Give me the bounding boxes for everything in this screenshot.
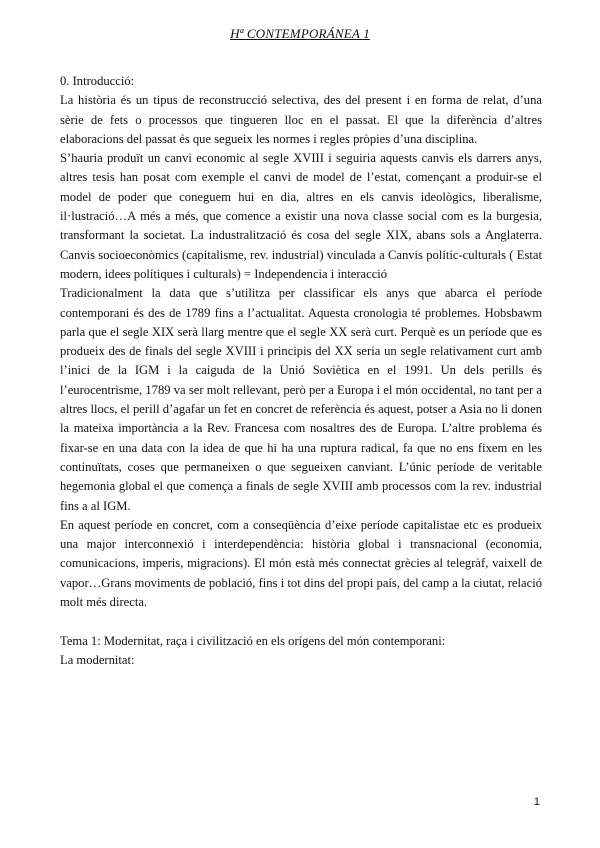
document-body (60, 72, 542, 670)
paragraph-chronology: Tradicionalment la data que s’utilitza per classificar els anys que abarca el període contemporani és des de 1789 fins a l’actualitat. Aquesta cronologia té problemes. Hobsbawm parla que el segle XIX serà llarg mentre que el segle XX serà curt. Perquè es un període que es produeix des de finals del segle XVIII i principis del XX seria un segle relativament curt amb l’inici de la IGM i la caiguda de la Unió Soviètica en el 1991. Un dels perills és l’eurocentrisme, 1789 va ser molt rellevant, però per a Europa i el món occidental, no tant per a altres llocs, el perill d’agafar un fet en concret de referència és aquest, potser a Asia no li donen la mateixa importància a la Rev. Francesa com nosaltres des de Europa. L’altre problema és fixar-se en una data con la idea de que hi ha una ruptura radical, fa que no ens fixem en les continuïtats, coses que permaneixen o que segueixen canviant. L’únic període de veritable hegemonia global el que comença a finals de segle XVIII amb processos com la rev. industrial fins a al IGM. (60, 286, 542, 513)
paragraph-economic-change: S’hauria produït un canvi economic al segle XVIII i seguiria aquests canvis els darrers anys, altres tesis han posat com exemple el canvi de model de l’estat, començant a produir-se el model de poder que coneguem hui en dia, altres en els canvis ideològics, liberalisme, il·lustració…A més a més, que comence a existir una nova classe social com es la burgesia, transformant la societat. La industralització és cosa del segle XIX, abans sols a Anglaterra. Canvis socioeconòmics (capitalisme, rev. industrial) vinculada a Canvis polític-culturals ( Estat modern, idees polítiques i culturals) = Independencia i interacció (60, 151, 542, 281)
paragraph-history-definition: La història és un tipus de reconstrucció selectiva, des del present i en forma de relat, d’una sèrie de fets o processos que tingueren lloc en el passat. El que la diferència d’altres elaboracions del passat és que segueix les normes i regles pròpies d’una disciplina. (60, 93, 542, 146)
tema-heading: Tema 1: Modernitat, raça i civilització en els orígens del món contemporani: (60, 633, 446, 648)
subheading-modernitat: La modernitat: (60, 652, 135, 667)
blank-line (60, 612, 542, 631)
document-title: Hª CONTEMPORÁNEA 1 (230, 26, 370, 41)
section-heading-introduccio: 0. Introducció: (60, 74, 135, 88)
paragraph-interconnection: En aquest període en concret, com a conseqüència d’eixe període capitalistae etc es produeix una major interconnexió i interdependència: història global i transnacional (economia, comunicacions, imperis, migracions). El món està més connectat grècies al telegràf, vaixell de vapor…Grans moviments de població, fins i tot dins del propi país, del camp a la ciutat, relació molt més directa. (60, 517, 542, 610)
page-number: 1 (533, 796, 540, 808)
